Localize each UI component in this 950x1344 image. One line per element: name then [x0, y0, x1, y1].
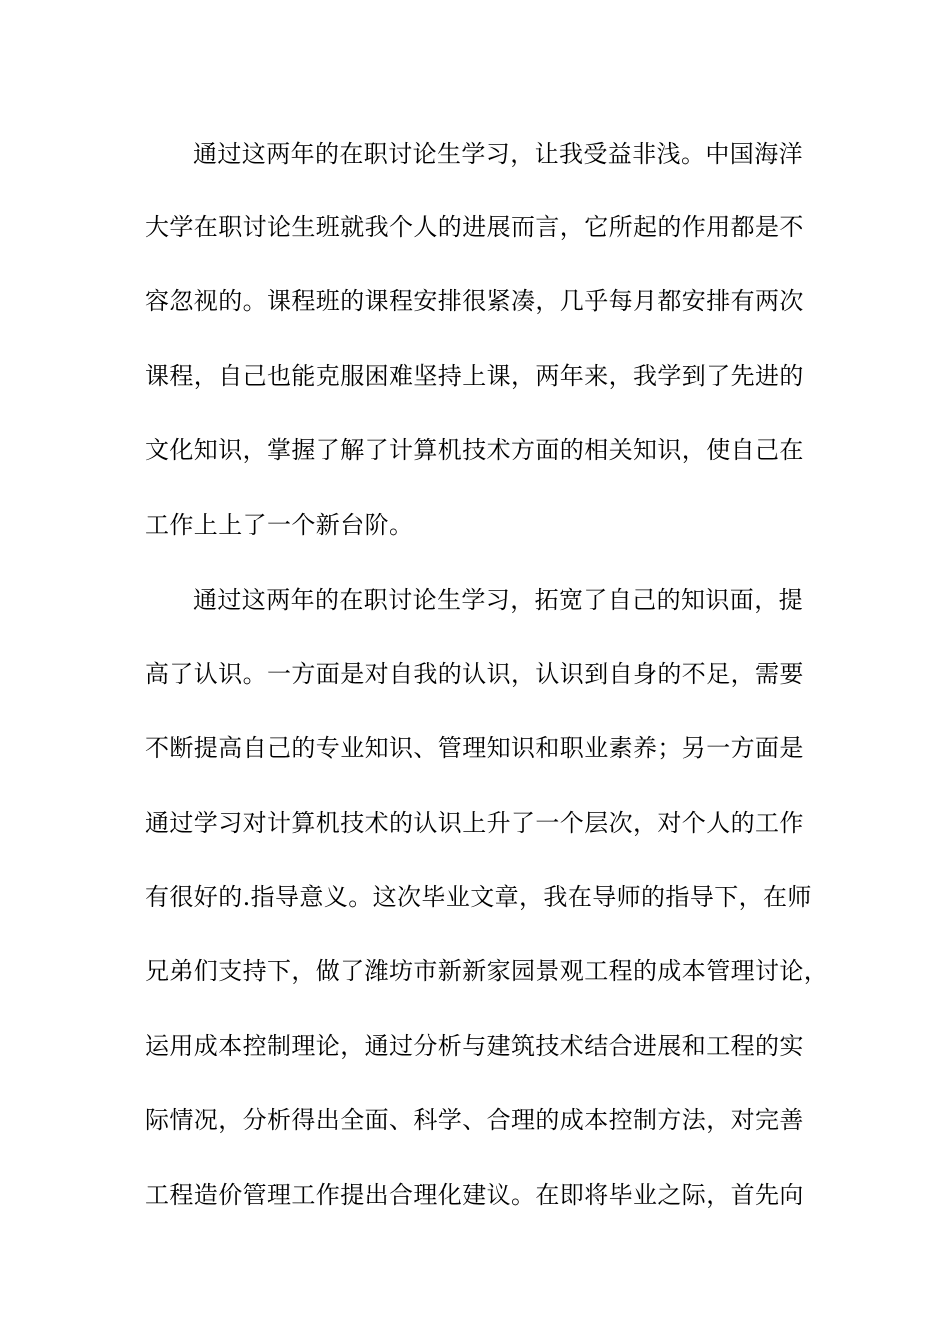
paragraph-line: 工程造价管理工作提出合理化建议。在即将毕业之际，首先向 [145, 1181, 804, 1209]
paragraph-line: 容忽视的。课程班的课程安排很紧凑，几乎每月都安排有两次 [145, 287, 804, 315]
paragraph-line: 大学在职讨论生班就我个人的进展而言，它所起的作用都是不 [145, 213, 804, 241]
paragraph-line: 有很好的.指导意义。这次毕业文章，我在导师的指导下，在师 [145, 883, 812, 911]
paragraph-line: 际情况，分析得出全面、科学、合理的成本控制方法，对完善 [145, 1106, 804, 1134]
paragraph-line: 不断提高自己的专业知识、管理知识和职业素养；另一方面是 [145, 734, 804, 762]
paragraph-line: 高了认识。一方面是对自我的认识，认识到自身的不足，需要 [145, 660, 804, 688]
paragraph-line: 文化知识，掌握了解了计算机技术方面的相关知识，使自己在 [145, 436, 804, 464]
paragraph-line: 通过这两年的在职讨论生学习，让我受益非浅。中国海洋 [193, 140, 803, 168]
paragraph-line: 兄弟们支持下，做了潍坊市新新家园景观工程的成本管理讨论， [145, 957, 829, 985]
paragraph-line: 工作上上了一个新台阶。 [145, 511, 414, 539]
paragraph-line: 通过学习对计算机技术的认识上升了一个层次，对个人的工作 [145, 809, 804, 837]
paragraph-line: 通过这两年的在职讨论生学习，拓宽了自己的知识面，提 [193, 586, 803, 614]
paragraph-line: 运用成本控制理论，通过分析与建筑技术结合进展和工程的实 [145, 1032, 804, 1060]
paragraph-line: 课程，自己也能克服困难坚持上课，两年来，我学到了先进的 [145, 362, 804, 390]
